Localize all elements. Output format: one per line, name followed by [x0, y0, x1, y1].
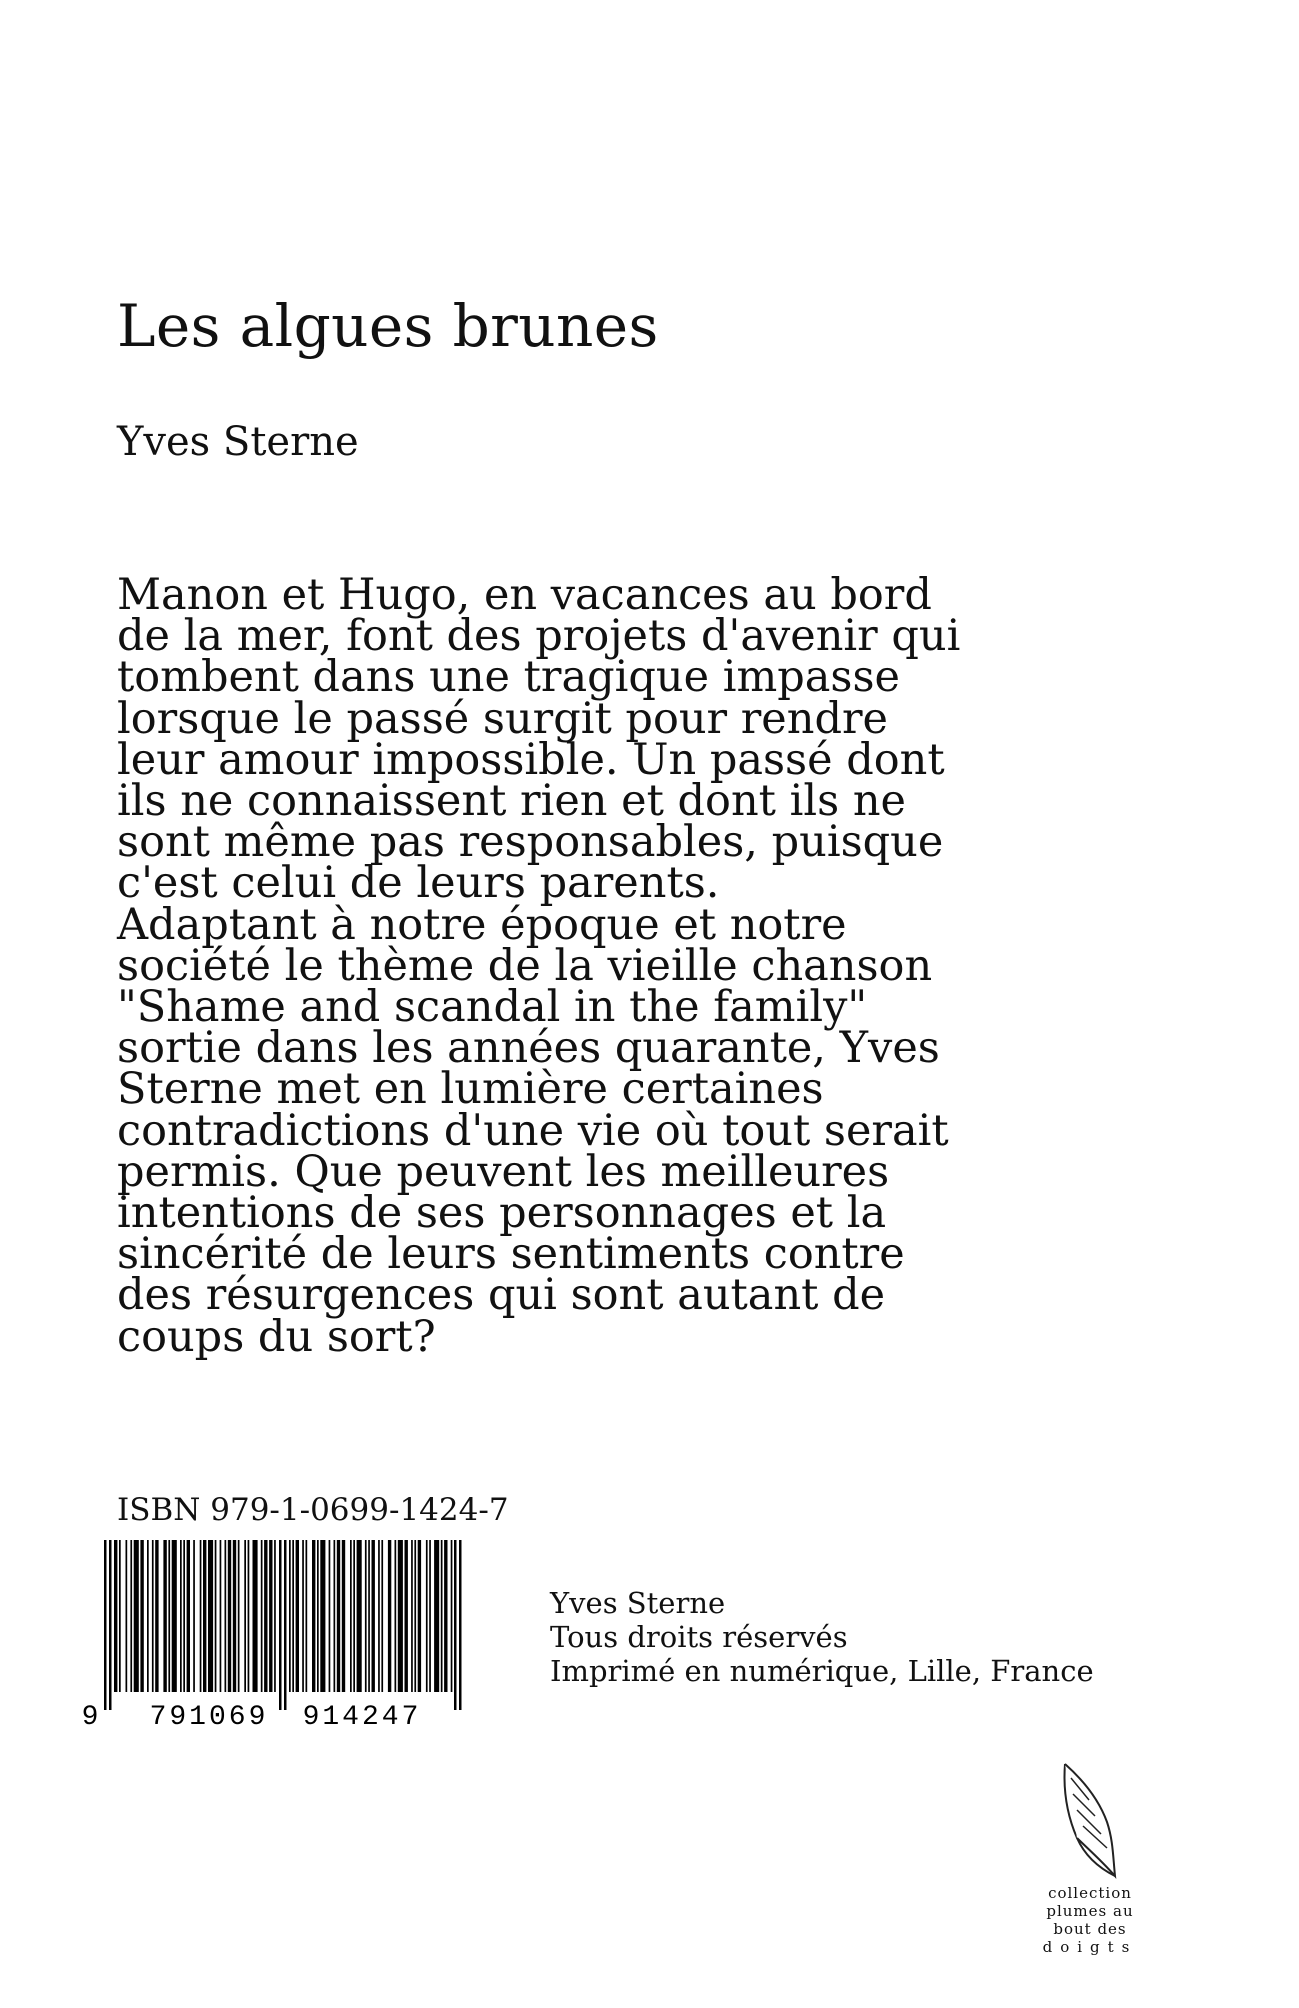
imprint-author: Yves Sterne [550, 1586, 726, 1620]
blurb-paragraph-2: Adaptant à notre époque et notre société le thème de la vieille chanson "Shame and scandal in the family" sortie dans les années quarante, Yves Sterne met en lumière certaines contradictions d'une vie où tout serait permis. Que peuvent les meilleures intentions de ses personnages et la sincérité de leurs sentiments contre des résurgences qui sont autant de coups du sort? [117, 899, 949, 1362]
imprint-rights: Tous droits réservés [550, 1620, 848, 1654]
barcode-digits-right: 914247 [302, 1702, 422, 1730]
book-author: Yves Sterne [117, 419, 359, 465]
isbn-barcode [80, 1540, 480, 1730]
book-title: Les algues brunes [117, 292, 659, 360]
barcode-digits-left: 791069 [149, 1702, 269, 1730]
collection-line-1: collection [1048, 1884, 1132, 1902]
blurb-paragraph-1: Manon et Hugo, en vacances au bord de la mer, font des projets d'avenir qui tombent dans une tragique impasse lorsque le passé surgit pour rendre leur amour impossible. Un passé dont ils ne connaissent rien et dont ils ne sont même pas responsables, puisque c'est celui de leurs parents. [117, 570, 961, 909]
collection-name [1040, 1884, 1140, 1956]
collection-line-2: plumes au [1046, 1902, 1134, 1920]
barcode-bars [104, 1540, 462, 1710]
imprint-printed: Imprimé en numérique, Lille, France [550, 1654, 1094, 1688]
collection-logo [1040, 1760, 1140, 1956]
collection-line-4: doigts [1042, 1938, 1138, 1956]
imprint-block [550, 1586, 1094, 1688]
barcode-digit-first: 9 [81, 1702, 99, 1730]
quill-feather-icon [1055, 1760, 1125, 1880]
isbn-label: ISBN 979-1-0699-1424-7 [117, 1492, 509, 1528]
back-cover-blurb [117, 570, 977, 1362]
collection-line-3: bout des [1053, 1920, 1127, 1938]
